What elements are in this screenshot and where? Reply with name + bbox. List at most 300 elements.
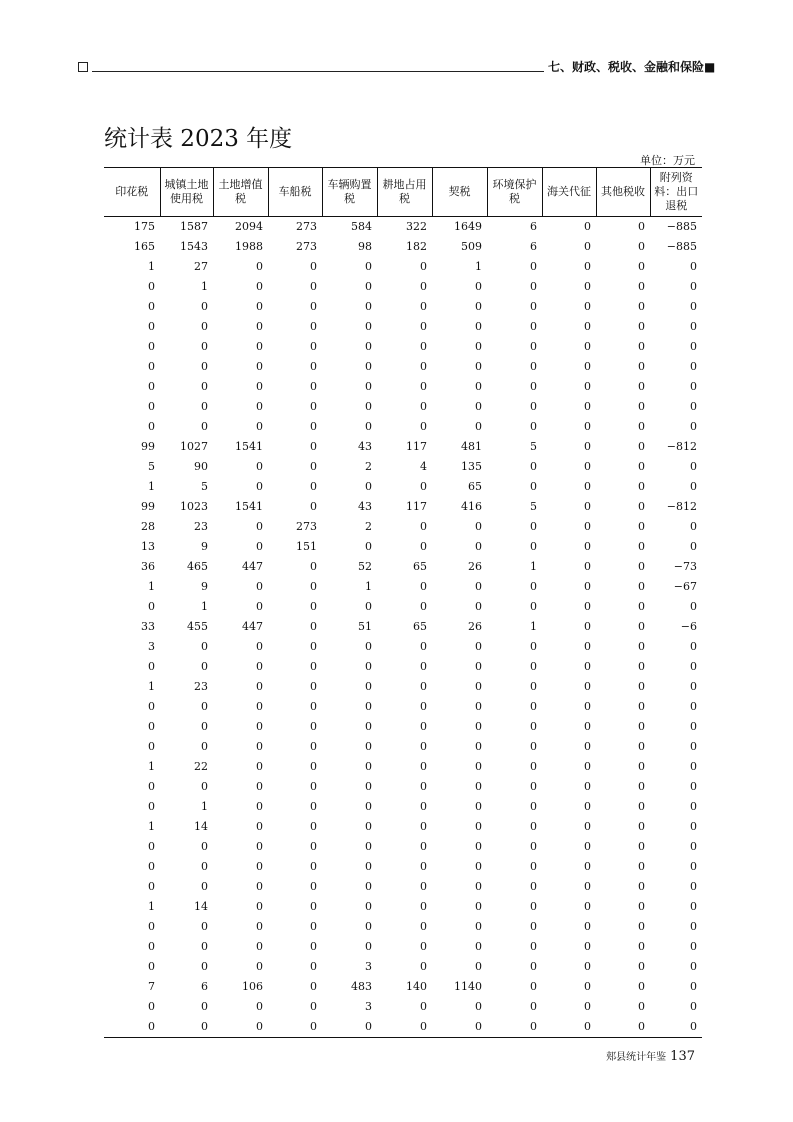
table-cell: 0 [420,420,427,433]
table-cell: 0 [201,340,208,353]
table-cell: 140 [406,980,427,993]
table-cell: 51 [358,620,372,633]
table-cell: 0 [365,280,372,293]
table-cell: 0 [475,400,482,413]
table-cell: 0 [475,820,482,833]
table-cell: 0 [638,360,645,373]
table-cell: 0 [530,660,537,673]
table-cell: 1 [148,680,155,693]
table-cell: 0 [690,300,697,313]
table-row [104,717,702,737]
table-cell: 0 [420,260,427,273]
table-cell: 1 [148,900,155,913]
table-cell: 0 [584,560,591,573]
table-cell: 0 [148,1020,155,1033]
table-cell: 0 [638,820,645,833]
table-cell: 0 [475,780,482,793]
table-cell: 0 [201,300,208,313]
table-cell: 0 [256,580,263,593]
table-cell: 0 [420,520,427,533]
column-header: 环境保护税 [487,168,542,217]
table-cell: 1988 [235,240,263,253]
table-cell: 0 [638,280,645,293]
table-cell: 0 [365,800,372,813]
table-cell: 0 [638,500,645,513]
table-row [104,557,702,577]
table-cell: 0 [475,360,482,373]
table-cell: 2 [365,520,372,533]
table-cell: 509 [461,240,482,253]
table-cell: 0 [530,740,537,753]
table-row [104,697,702,717]
table-cell: 0 [365,720,372,733]
table-cell: 0 [310,340,317,353]
table-cell: 0 [256,320,263,333]
table-cell: 0 [420,840,427,853]
table-cell: 0 [475,380,482,393]
table-cell: 0 [638,440,645,453]
table-cell: 0 [201,880,208,893]
table-cell: 0 [638,840,645,853]
table-cell: 0 [638,680,645,693]
table-cell: 0 [690,640,697,653]
table-cell: 0 [365,640,372,653]
table-cell: 0 [148,1000,155,1013]
table-cell: 0 [584,860,591,873]
table-cell: 465 [187,560,208,573]
table-cell: 117 [406,440,427,453]
table-cell: 0 [530,600,537,613]
table-cell: 0 [201,920,208,933]
table-cell: 0 [690,1020,697,1033]
table-cell: 0 [148,740,155,753]
column-header: 印花税 [104,168,160,217]
table-cell: 0 [310,900,317,913]
table-cell: 14 [194,900,208,913]
table-cell: 0 [420,600,427,613]
table-cell: 0 [148,720,155,733]
table-cell: 0 [310,1020,317,1033]
table-cell: 0 [530,300,537,313]
table-cell: 0 [475,760,482,773]
table-cell: 0 [638,780,645,793]
table-cell: 3 [365,1000,372,1013]
table-cell: 36 [141,560,155,573]
table-row [104,437,702,457]
table-cell: 0 [690,520,697,533]
table-cell: 4 [420,460,427,473]
table-cell: 0 [584,920,591,933]
table-cell: 0 [420,760,427,773]
table-cell: −812 [666,440,697,453]
table-cell: 0 [420,540,427,553]
table-cell: 1 [201,600,208,613]
table-cell: 0 [256,940,263,953]
table-cell: 0 [365,540,372,553]
table-cell: 0 [310,920,317,933]
table-cell: 0 [530,380,537,393]
table-cell: −6 [680,620,697,633]
table-cell: 33 [141,620,155,633]
table-cell: 1 [475,260,482,273]
table-cell: 0 [584,960,591,973]
table-cell: 0 [530,920,537,933]
table-row [104,777,702,797]
table-cell: 0 [638,1000,645,1013]
table-cell: 1023 [180,500,208,513]
table-cell: 0 [530,340,537,353]
table-cell: 9 [201,540,208,553]
table-cell: 0 [310,800,317,813]
table-cell: 0 [638,920,645,933]
table-cell: 0 [530,320,537,333]
table-cell: 0 [638,380,645,393]
table-cell: 65 [413,560,427,573]
table-row [104,597,702,617]
table-cell: 0 [690,940,697,953]
table-row [104,997,702,1017]
table-cell: 0 [148,880,155,893]
table-cell: 0 [365,900,372,913]
unit-label: 单位：万元 [640,154,695,167]
table-cell: 273 [296,220,317,233]
table-cell: 0 [310,720,317,733]
table-cell: 1541 [235,500,263,513]
table-header-row [104,168,702,217]
table-cell: 0 [584,720,591,733]
table-cell: 1 [148,760,155,773]
table-cell: 0 [638,860,645,873]
table-cell: 0 [420,1000,427,1013]
table-body [104,217,702,1038]
table-cell: −73 [673,560,697,573]
table-cell: 0 [584,880,591,893]
table-cell: 0 [201,720,208,733]
table-cell: 0 [420,860,427,873]
table-cell: 0 [365,420,372,433]
table-cell: 0 [256,1000,263,1013]
table-cell: 0 [475,600,482,613]
table-cell: 0 [420,360,427,373]
table-cell: 6 [201,980,208,993]
table-cell: 0 [256,420,263,433]
table-cell: 43 [358,440,372,453]
column-header: 其他税收 [596,168,650,217]
table-row [104,357,702,377]
table-cell: 0 [310,1000,317,1013]
table-cell: 0 [256,720,263,733]
table-cell: 0 [530,1020,537,1033]
table-cell: 0 [201,780,208,793]
table-cell: 0 [201,960,208,973]
table-cell: 0 [148,780,155,793]
table-cell: 0 [475,320,482,333]
table-row [104,537,702,557]
table-bottom-rule [104,1037,702,1038]
table-cell: 0 [475,740,482,753]
table-cell: 0 [690,920,697,933]
table-cell: 0 [365,400,372,413]
table-row [104,677,702,697]
table-cell: 0 [530,860,537,873]
table-cell: 0 [420,580,427,593]
table-cell: 0 [420,740,427,753]
table-cell: 0 [530,880,537,893]
table-cell: 0 [310,740,317,753]
table-cell: 0 [475,1020,482,1033]
table-cell: 0 [365,660,372,673]
table-cell: 0 [690,380,697,393]
table-cell: 0 [638,400,645,413]
table-cell: 0 [310,700,317,713]
table-cell: 0 [690,860,697,873]
table-cell: 0 [201,420,208,433]
table-cell: 0 [690,600,697,613]
table-cell: 0 [475,680,482,693]
table-row [104,477,702,497]
table-row [104,337,702,357]
table-cell: 0 [690,260,697,273]
table-cell: 3 [148,640,155,653]
table-cell: 0 [638,960,645,973]
table-row [104,237,702,257]
table-cell: 0 [420,300,427,313]
table-cell: 0 [584,320,591,333]
table-cell: 0 [201,380,208,393]
table-cell: 0 [584,520,591,533]
table-cell: 0 [148,360,155,373]
table-cell: 0 [420,780,427,793]
table-cell: 0 [365,320,372,333]
table-row [104,377,702,397]
table-cell: 0 [530,540,537,553]
table-cell: 0 [148,800,155,813]
table-cell: 0 [584,220,591,233]
table-cell: 1 [530,560,537,573]
table-cell: 0 [148,940,155,953]
table-cell: 0 [638,520,645,533]
table-cell: 0 [310,960,317,973]
table-cell: 0 [256,1020,263,1033]
table-cell: 98 [358,240,372,253]
table-cell: 0 [475,700,482,713]
table-cell: 447 [242,560,263,573]
table-cell: 0 [638,620,645,633]
header-rule [92,71,544,72]
table-cell: 0 [256,300,263,313]
table-cell: 117 [406,500,427,513]
table-cell: 0 [475,900,482,913]
table-cell: 0 [201,360,208,373]
table-cell: 0 [420,700,427,713]
table-cell: −885 [666,240,697,253]
table-cell: 0 [584,480,591,493]
table-cell: 0 [256,740,263,753]
table-cell: 0 [690,840,697,853]
table-cell: 0 [365,1020,372,1033]
table-cell: 0 [530,780,537,793]
table-cell: 0 [638,700,645,713]
table-cell: 0 [310,620,317,633]
table-cell: 0 [638,720,645,733]
table-cell: 0 [475,640,482,653]
table-cell: 43 [358,500,372,513]
table-cell: 0 [310,680,317,693]
table-cell: 0 [201,860,208,873]
table-cell: 0 [638,560,645,573]
table-cell: 0 [256,280,263,293]
page-title: 统计表 2023 年度 [104,126,293,152]
table-cell: 0 [475,880,482,893]
table-cell: 0 [256,880,263,893]
column-header: 车辆购置税 [322,168,377,217]
column-header: 海关代征 [542,168,596,217]
table-cell: −67 [673,580,697,593]
table-cell: 0 [420,660,427,673]
table-cell: 0 [530,760,537,773]
table-cell: 0 [420,880,427,893]
table-cell: 0 [638,980,645,993]
table-cell: 0 [420,900,427,913]
table-cell: 0 [256,760,263,773]
table-cell: 1 [148,260,155,273]
table-cell: 0 [310,300,317,313]
table-cell: 584 [351,220,372,233]
table-cell: 0 [420,480,427,493]
table-cell: 26 [468,560,482,573]
table-cell: 0 [584,420,591,433]
table-cell: 1 [201,280,208,293]
table-cell: 0 [365,860,372,873]
table-cell: 0 [638,540,645,553]
table-cell: 0 [201,700,208,713]
table-cell: 23 [194,520,208,533]
table-row [104,857,702,877]
table-cell: 0 [148,340,155,353]
table-cell: 0 [584,780,591,793]
table-cell: 106 [242,980,263,993]
table-cell: 0 [530,700,537,713]
table-row [104,577,702,597]
table-cell: 0 [256,460,263,473]
table-cell: 0 [365,360,372,373]
table-cell: 0 [690,800,697,813]
table-cell: 0 [530,480,537,493]
table-cell: 0 [420,320,427,333]
header-square-icon [78,62,88,72]
table-cell: 0 [638,760,645,773]
table-cell: 0 [420,720,427,733]
table-cell: 52 [358,560,372,573]
table-cell: 0 [148,700,155,713]
table-cell: 0 [475,280,482,293]
table-cell: 0 [365,340,372,353]
table-cell: 22 [194,760,208,773]
table-cell: 28 [141,520,155,533]
table-row [104,817,702,837]
table-cell: 0 [256,360,263,373]
table-cell: 0 [530,820,537,833]
table-cell: 0 [530,960,537,973]
table-cell: 0 [365,260,372,273]
table-cell: 0 [420,820,427,833]
table-cell: 0 [420,800,427,813]
table-cell: 0 [530,800,537,813]
table-cell: −812 [666,500,697,513]
table-cell: 175 [134,220,155,233]
table-cell: 0 [638,940,645,953]
table-cell: 135 [461,460,482,473]
table-cell: 0 [690,480,697,493]
table-cell: 0 [256,840,263,853]
table-cell: 0 [638,900,645,913]
table-cell: 0 [310,500,317,513]
table-cell: 0 [256,800,263,813]
table-cell: 0 [420,920,427,933]
table-cell: 0 [584,840,591,853]
table-cell: 0 [584,820,591,833]
table-cell: 0 [256,820,263,833]
table-cell: 0 [310,460,317,473]
page-footer [606,1045,695,1064]
table-cell: 0 [148,420,155,433]
table-cell: 0 [475,860,482,873]
table-row [104,257,702,277]
table-cell: 0 [584,360,591,373]
table-cell: 0 [584,260,591,273]
table-cell: 0 [148,960,155,973]
table-cell: 0 [475,300,482,313]
table-cell: 0 [256,540,263,553]
table-cell: 0 [690,540,697,553]
table-cell: 0 [584,740,591,753]
table-cell: 0 [530,720,537,733]
table-cell: 0 [201,320,208,333]
table-cell: 0 [201,660,208,673]
table-cell: 0 [475,920,482,933]
table-cell: 0 [365,880,372,893]
table-cell: 481 [461,440,482,453]
table-cell: 0 [584,400,591,413]
table-cell: 0 [365,380,372,393]
table-cell: 0 [310,820,317,833]
table-row [104,957,702,977]
table-cell: 416 [461,500,482,513]
table-cell: 1027 [180,440,208,453]
table-cell: 0 [638,420,645,433]
table-cell: 0 [638,240,645,253]
table-cell: 0 [638,260,645,273]
table-cell: 0 [690,740,697,753]
table-cell: 99 [141,500,155,513]
table-cell: 0 [365,740,372,753]
table-cell: 0 [420,380,427,393]
table-row [104,497,702,517]
table-cell: 0 [638,480,645,493]
table-cell: 0 [420,960,427,973]
table-row [104,737,702,757]
table-cell: 0 [256,660,263,673]
table-cell: 0 [420,400,427,413]
table-cell: 0 [475,660,482,673]
table-cell: 0 [310,780,317,793]
table-cell: 0 [475,420,482,433]
table-cell: 0 [690,460,697,473]
table-cell: 0 [584,800,591,813]
table-cell: 0 [584,680,591,693]
table-row [104,317,702,337]
table-cell: 0 [310,320,317,333]
